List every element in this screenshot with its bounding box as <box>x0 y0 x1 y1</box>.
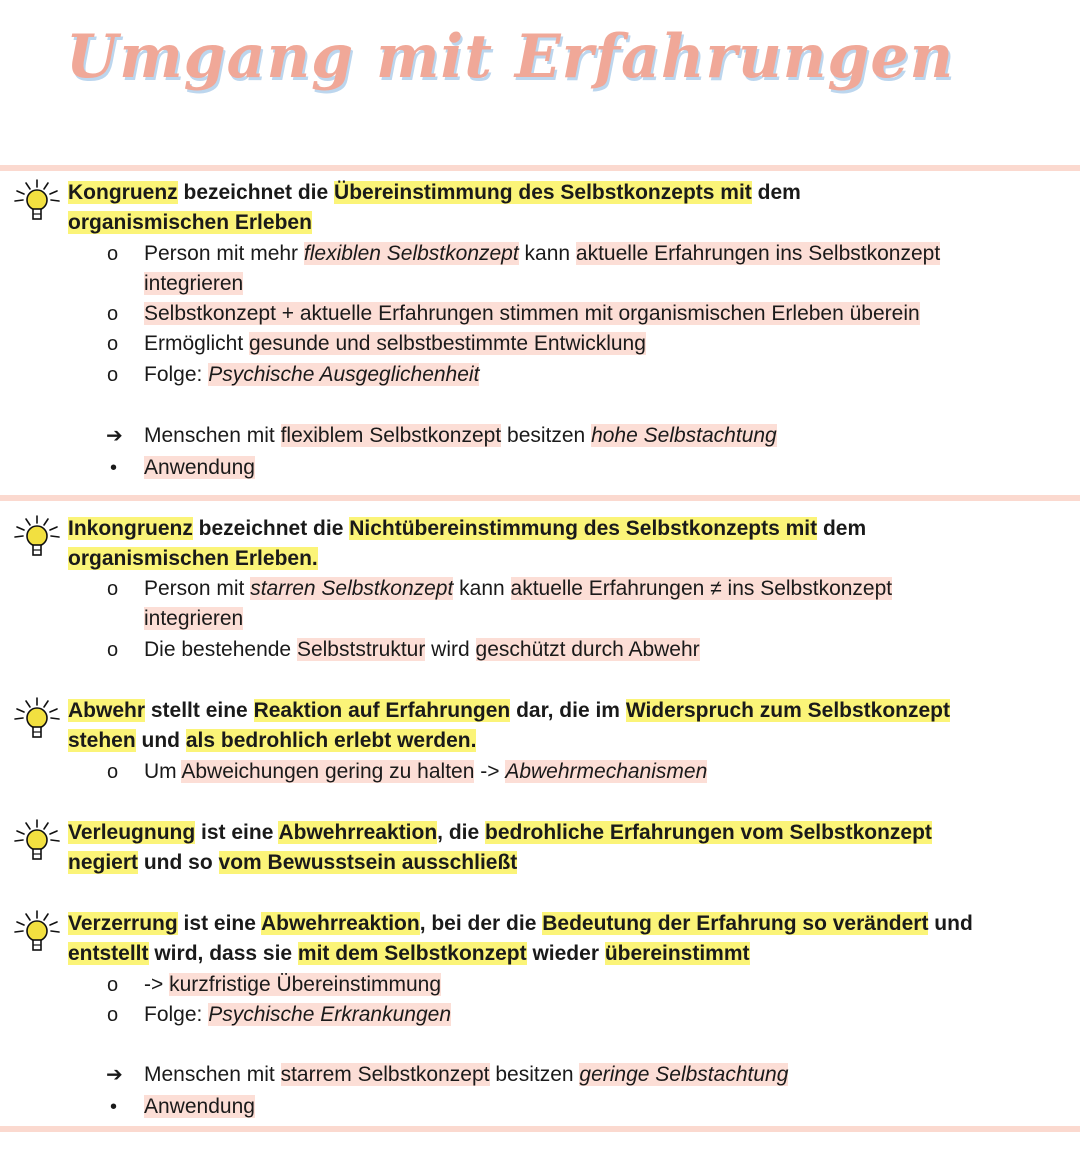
page-title: Umgang mit Erfahrungen <box>65 22 955 92</box>
conclusion-line: Menschen mit starrem Selbstkonzept besitzen geringe Selbstachtung <box>144 1063 789 1086</box>
list-marker: o <box>107 761 119 783</box>
list-item: Folge: Psychische Erkrankungen <box>144 1003 451 1026</box>
list-marker: o <box>107 1004 119 1026</box>
divider <box>0 495 1080 501</box>
divider <box>0 1126 1080 1132</box>
lightbulb-icon <box>12 514 62 558</box>
definition-line: Abwehr stellt eine Reaktion auf Erfahrungen dar, die im Widerspruch zum Selbstkonzept <box>68 699 950 722</box>
definition-line: organismischen Erleben. <box>68 547 318 570</box>
definition-line: entstellt wird, dass sie mit dem Selbstkonzept wieder übereinstimmt <box>68 942 750 965</box>
list-marker: o <box>107 974 119 996</box>
term: Inkongruenz <box>68 517 193 540</box>
list-marker: o <box>107 303 119 325</box>
list-marker: o <box>107 639 119 661</box>
lightbulb-icon <box>12 909 62 953</box>
bullet-marker: • <box>110 1096 118 1118</box>
arrow-icon: ➔ <box>106 425 123 447</box>
list-item: Selbstkonzept + aktuelle Erfahrungen stimmen mit organismischen Erleben überein <box>144 302 920 325</box>
lightbulb-icon <box>12 178 62 222</box>
term: Verzerrung <box>68 912 178 935</box>
divider <box>0 165 1080 171</box>
term: Abwehr <box>68 699 146 722</box>
definition-line: Verzerrung ist eine Abwehrreaktion, bei der die Bedeutung der Erfahrung so verändert und <box>68 912 973 935</box>
list-item: Folge: Psychische Ausgeglichenheit <box>144 363 480 386</box>
lightbulb-icon <box>12 818 62 862</box>
definition-line: negiert und so vom Bewusstsein ausschließt <box>68 851 518 874</box>
list-item-continued: integrieren <box>144 272 244 295</box>
list-item: -> kurzfristige Übereinstimmung <box>144 973 442 996</box>
application-item: Anwendung <box>144 456 255 479</box>
application-item: Anwendung <box>144 1095 255 1118</box>
term: Kongruenz <box>68 181 178 204</box>
list-item: Um Abweichungen gering zu halten -> Abwehrmechanismen <box>144 760 708 783</box>
definition-line: stehen und als bedrohlich erlebt werden. <box>68 729 477 752</box>
list-item: Person mit starren Selbstkonzept kann aktuelle Erfahrungen ≠ ins Selbstkonzept <box>144 577 893 600</box>
list-marker: o <box>107 364 119 386</box>
list-item: Ermöglicht gesunde und selbstbestimmte Entwicklung <box>144 332 646 355</box>
definition-line: Kongruenz bezeichnet die Übereinstimmung des Selbstkonzepts mit dem <box>68 181 801 204</box>
lightbulb-icon <box>12 696 62 740</box>
list-marker: o <box>107 578 119 600</box>
arrow-icon: ➔ <box>106 1064 123 1086</box>
bullet-marker: • <box>110 457 118 479</box>
list-marker: o <box>107 243 119 265</box>
conclusion-line: Menschen mit flexiblem Selbstkonzept besitzen hohe Selbstachtung <box>144 424 777 447</box>
term: Verleugnung <box>68 821 196 844</box>
list-marker: o <box>107 333 119 355</box>
definition-line: organismischen Erleben <box>68 211 312 234</box>
list-item: Die bestehende Selbststruktur wird geschützt durch Abwehr <box>144 638 700 661</box>
list-item: Person mit mehr flexiblen Selbstkonzept kann aktuelle Erfahrungen ins Selbstkonzept <box>144 242 941 265</box>
list-item-continued: integrieren <box>144 607 244 630</box>
definition-line: Verleugnung ist eine Abwehrreaktion, die bedrohliche Erfahrungen vom Selbstkonzept <box>68 821 932 844</box>
definition-line: Inkongruenz bezeichnet die Nichtübereinstimmung des Selbstkonzepts mit dem <box>68 517 867 540</box>
